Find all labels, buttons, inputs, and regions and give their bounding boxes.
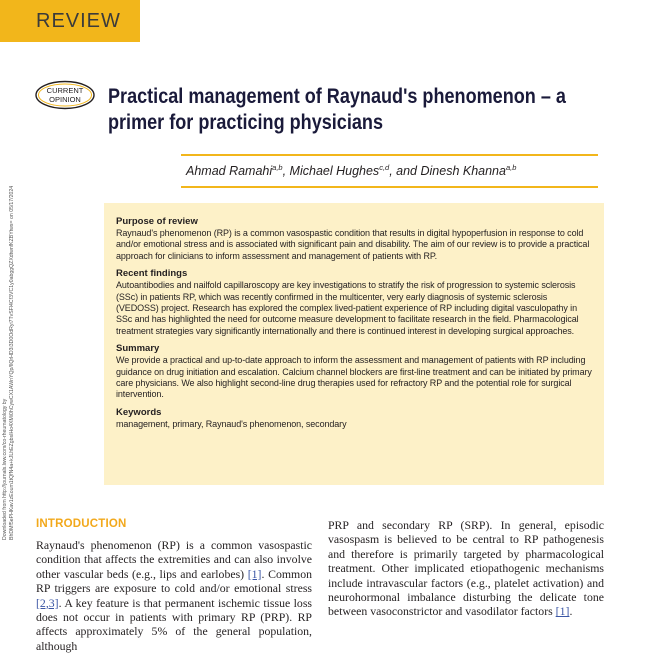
- citation-link[interactable]: [1]: [555, 604, 570, 619]
- download-watermark: [2, 160, 16, 540]
- author-1: Ahmad Ramahi: [186, 164, 273, 179]
- citation-link[interactable]: [2,3]: [36, 595, 59, 610]
- author-rule-top: [181, 154, 598, 156]
- intro-text: Raynaud's phenomenon (RP) is a common vasospastic condition that affects the extremities and can also involve other vascular beds (e.g., lips and earlobes): [36, 538, 312, 581]
- body-column-right: [328, 518, 604, 619]
- author-line: [186, 163, 516, 178]
- intro-text: . A key feature is that permanent ischemic tissue loss does not occur in patients with primary RP (PRP). RP affects approximately 5% of the general population, although: [36, 595, 312, 653]
- keywords-heading: Keywords: [116, 406, 162, 418]
- purpose-heading: Purpose of review: [116, 216, 198, 227]
- download-note: Downloaded from http://journals.lww.com/co-rheumatology by BhDMf5ePHKav1zEoum1tQfN4a+kJLhEZgbsIHo4XMi0hCywCX1AWnYQp/IlQrHD3i3D0OdRyi7TvSFl4Cf3VC1y0abggQZXdtwnfKZBYtws= on 05/17/2024: [2, 185, 15, 540]
- summary-heading: Summary: [116, 343, 160, 355]
- author-2-affil: c,d: [379, 163, 390, 172]
- author-1-affil: a,b: [272, 163, 283, 172]
- summary-text: We provide a practical and up-to-date approach to inform the assessment and management of patients with RP including guidance on drug initiation and escalation. Calcium channel blockers are first-line treatment and can be initiated by primary care physicians. We also highlight second-line drug therapies used for refractory RP and the potential role for surgical intervention.: [116, 355, 592, 400]
- section-tag-bar: [0, 0, 140, 42]
- findings-text: Autoantibodies and nailfold capillaroscopy are key investigations to stratify the risk of progression to systemic sclerosis (SSc) in patients RP, which was recently confirmed in the multicenter, very early diagnosis of systemic sclerosis (VEDOSS) project. Research has explored the complex lived-patient experience of RP including digital vasculopathy in SSc and has highlighted the need for outcome measure development to facilitate research in the field. Pharmacological treatment strategies vary significantly internationally and there is continued interest in developing surgical approaches.: [116, 280, 579, 336]
- intro-text: PRP and secondary RP (SRP). In general, episodic vasospasm is believed to be central to RP pathogenesis and therefore is primarily targeted by pharmacological treatment. Other implicated etiopathogenic mechanisms include intravascular factors (e.g., platelet activation) and neurohormonal imbalance disturbing the delicate tone between vasoconstrictor and vasodilator factors: [328, 518, 604, 619]
- logo-line1: CURRENT: [46, 86, 84, 95]
- author-sep: , and: [389, 164, 421, 179]
- author-3-affil: a,b: [505, 163, 517, 172]
- findings-heading: Recent findings: [116, 268, 188, 280]
- purpose-text: Raynaud's phenomenon (RP) is a common vasospastic condition that results in digital hypoperfusion in response to cold and/or emotional stress and is associated with significant pain and disability. The aim of our review is to provide a practical approach for clinicians to inform assessment and management of patients with RP.: [116, 228, 590, 261]
- introduction-heading: INTRODUCTION: [36, 518, 127, 530]
- author-2: Michael Hughes: [289, 164, 380, 179]
- article-title: Practical management of Raynaud's phenomenon – a primer for practicing physicians: [108, 85, 566, 134]
- author-3: Dinesh Khanna: [420, 164, 506, 179]
- body-column-left: [36, 518, 312, 653]
- logo-line2: OPINION: [49, 95, 81, 104]
- intro-text: . Common RP triggers are exposure to cold and/or emotional stress: [36, 566, 312, 596]
- intro-paragraph-left: [36, 538, 312, 653]
- intro-text: .: [569, 604, 573, 619]
- section-tag: REVIEW: [36, 10, 121, 32]
- intro-paragraph-right: [328, 518, 604, 619]
- author-rule-bottom: [181, 186, 598, 188]
- citation-link[interactable]: [1]: [247, 566, 262, 581]
- author-sep: ,: [282, 164, 290, 179]
- current-opinion-logo: [34, 80, 96, 110]
- keywords-text: management, primary, Raynaud's phenomenon, secondary: [116, 418, 347, 429]
- abstract-box: [104, 203, 604, 485]
